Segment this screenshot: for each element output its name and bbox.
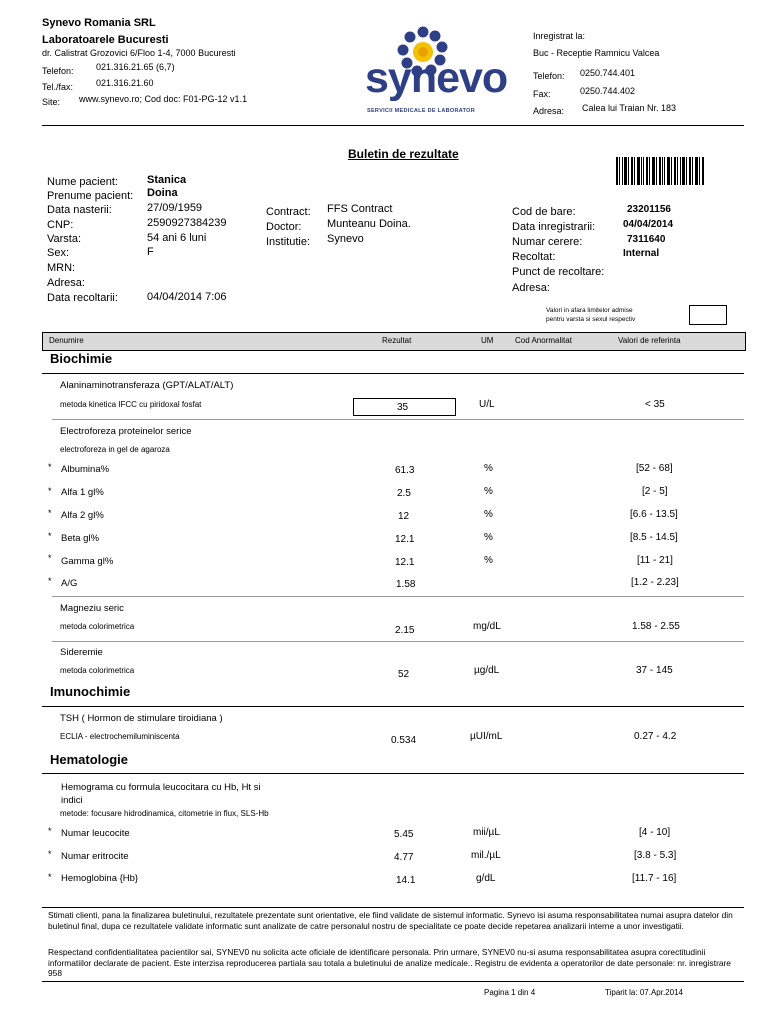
page-title: Buletin de rezultate	[348, 147, 459, 161]
result-tsh: 0.534	[391, 735, 417, 746]
col-um: UM	[481, 336, 494, 345]
um-alat: U/L	[479, 399, 495, 410]
col-name: Denumire	[49, 336, 84, 345]
col-result: Rezultat	[382, 336, 412, 345]
label-sex: Sex:	[47, 247, 70, 259]
reg-date-value: 04/04/2014	[623, 219, 674, 230]
ref-magneziu: 1.58 - 2.55	[632, 621, 680, 632]
result-leucocite: 5.45	[394, 829, 414, 840]
um-magneziu: mg/dL	[473, 621, 501, 632]
result-alat: 35	[397, 402, 409, 413]
ref-eritrocite: [3.8 - 5.3]	[634, 850, 677, 861]
institution-value: Synevo	[327, 233, 364, 245]
label-first-name: Prenume pacient:	[47, 190, 134, 202]
doctor-value: Munteanu Doina.	[327, 218, 411, 230]
registered-title: Inregistrat la:	[533, 31, 586, 41]
ref-alat: < 35	[645, 399, 665, 410]
label-age: Varsta:	[47, 233, 82, 245]
result-alfa1: 2.5	[397, 488, 411, 499]
registered-address: Calea lui Traian Nr. 183	[582, 103, 677, 113]
patient-birth-date: 27/09/1959	[147, 202, 203, 214]
ref-alfa1: [2 - 5]	[642, 486, 668, 497]
label-request: Numar cerere:	[512, 236, 583, 248]
ref-gamma: [11 - 21]	[637, 555, 673, 566]
footer-confidentiality: Respectand confidentialitatea pacientilor sai, SYNEV0 nu solicita acte oficiale de identificare personala. Prin urmare, SYNEV0 nu-si asuma responsabilitatea asupra corectitudinii informatiilor declarate de pacient. Este interzisa reproducerea partiala sau totala a buletinului de analize medicale.. Registru de evidenta a operatorilor de date personale: nr. inregistrare 958	[48, 947, 731, 979]
method-magneziu: metoda colorimetrica	[60, 622, 135, 631]
um-albumina: %	[484, 463, 493, 474]
test-alfa2: Alfa 2 gl%	[61, 510, 104, 521]
um-alfa1: %	[484, 486, 493, 497]
section-divider	[42, 773, 744, 774]
footer-divider	[42, 907, 744, 908]
label-barcode: Cod de bare:	[512, 206, 576, 218]
ref-leucocite: [4 - 10]	[639, 827, 671, 838]
test-electro: Electroforeza proteinelor serice	[60, 426, 192, 437]
request-value: 7311640	[627, 234, 666, 245]
um-alfa2: %	[484, 509, 493, 520]
col-ref: Valori de referinta	[618, 336, 681, 345]
test-sideremie: Sideremie	[60, 647, 103, 658]
um-eritrocite: mil./µL	[471, 850, 501, 861]
test-beta: Beta gl%	[61, 533, 100, 544]
star-marker: *	[48, 826, 52, 836]
label-institution: Institutie:	[266, 236, 311, 248]
star-marker: *	[48, 872, 52, 882]
um-sideremie: µg/dL	[474, 665, 500, 676]
ref-beta: [8.5 - 14.5]	[630, 532, 678, 543]
test-magneziu: Magneziu seric	[60, 603, 124, 614]
test-hemograma: Hemograma cu formula leucocitara cu Hb, Ht si	[61, 782, 261, 793]
ref-albumina: [52 - 68]	[636, 463, 673, 474]
row-divider	[52, 641, 744, 642]
registered-fax-label: Fax:	[533, 89, 551, 99]
collected-value: Internal	[623, 248, 660, 259]
result-eritrocite: 4.77	[394, 852, 414, 863]
result-hemoglobina: 14.1	[396, 875, 416, 886]
star-marker: *	[48, 462, 52, 472]
row-divider	[52, 419, 744, 420]
label-collection-date: Data recoltarii:	[47, 292, 118, 304]
label-collected: Recoltat:	[512, 251, 556, 263]
test-gamma: Gamma gl%	[61, 556, 114, 567]
patient-collection-date: 04/04/2014 7:06	[147, 291, 227, 303]
um-hemoglobina: g/dL	[476, 873, 496, 884]
barcode-icon	[616, 157, 704, 185]
label-reg-date: Data inregistrarii:	[512, 221, 596, 233]
star-marker: *	[48, 486, 52, 496]
registered-phone-label: Telefon:	[533, 71, 565, 81]
method-alat: metoda kinetica IFCC cu piridoxal fosfat	[60, 400, 202, 409]
method-tsh: ECLIA - electrochemiluminiscenta	[60, 732, 180, 741]
contract-value: FFS Contract	[327, 203, 393, 215]
label-order-address: Adresa:	[512, 282, 550, 294]
col-code: Cod Anormalitat	[515, 336, 572, 345]
lab-fax-label: Tel./fax:	[42, 82, 74, 92]
lab-unit: Laboratoarele Bucuresti	[42, 34, 169, 46]
ref-alfa2: [6.6 - 13.5]	[630, 509, 678, 520]
star-marker: *	[48, 849, 52, 859]
page-number: Pagina 1 din 4	[484, 988, 536, 997]
ref-ag: [1.2 - 2.23]	[631, 577, 679, 588]
section-hematologie: Hematologie	[50, 752, 129, 767]
test-hemoglobina: Hemoglobina {Hb}	[61, 873, 139, 884]
lab-phone: 021.316.21.65 (6,7)	[96, 62, 175, 72]
patient-sex: F	[147, 246, 154, 258]
registered-fax: 0250.744.402	[580, 86, 636, 96]
registered-address-label: Adresa:	[533, 106, 565, 116]
ref-tsh: 0.27 - 4.2	[634, 731, 677, 742]
synevo-logo-text: synevo	[365, 54, 508, 102]
test-alat: Alaninaminotransferaza (GPT/ALAT/ALT)	[60, 380, 234, 391]
lab-site: www.synevo.ro; Cod doc: F01-PG-12 v1.1	[79, 94, 248, 104]
test-hemograma-cont: indici	[61, 795, 83, 806]
label-last-name: Nume pacient:	[47, 176, 118, 188]
test-albumina: Albumina%	[61, 464, 110, 475]
um-leucocite: mii/µL	[473, 827, 500, 838]
result-ag: 1.58	[396, 579, 416, 590]
patient-last-name: Stanica	[147, 174, 187, 186]
method-electro: electroforeza in gel de agaroza	[60, 445, 170, 454]
star-marker: *	[48, 508, 52, 518]
ref-sideremie: 37 - 145	[636, 665, 673, 676]
ref-hemoglobina: [11.7 - 16]	[632, 873, 677, 884]
section-biochimie: Biochimie	[50, 351, 113, 366]
method-hemograma: metode: focusare hidrodinamica, citometrie in flux, SLS-Hb	[60, 809, 269, 818]
synevo-logo-tagline: SERVICII MEDICALE DE LABORATOR	[367, 108, 476, 114]
um-tsh: µUI/mL	[470, 731, 503, 742]
result-alfa2: 12	[398, 511, 410, 522]
result-albumina: 61.3	[395, 465, 415, 476]
label-mrn: MRN:	[47, 262, 76, 274]
lab-address: dr. Calistrat Grozovici 6/Floo 1-4, 7000 Bucuresti	[42, 48, 236, 58]
lab-fax: 021.316.21.60	[96, 78, 154, 88]
method-sideremie: metoda colorimetrica	[60, 666, 135, 675]
patient-age: 54 ani 6 luni	[147, 232, 207, 244]
result-gamma: 12.1	[395, 557, 415, 568]
legend-line2: pentru varsta si sexul respectiv	[546, 316, 636, 323]
result-sideremie: 52	[398, 669, 410, 680]
barcode-value: 23201156	[627, 204, 671, 215]
section-imunochimie: Imunochimie	[50, 684, 131, 699]
result-beta: 12.1	[395, 534, 415, 545]
um-beta: %	[484, 532, 493, 543]
lab-company: Synevo Romania SRL	[42, 17, 156, 29]
star-marker: *	[48, 576, 52, 586]
patient-first-name: Doina	[147, 187, 178, 199]
section-divider	[42, 373, 744, 374]
test-leucocite: Numar leucocite	[61, 828, 130, 839]
label-cnp: CNP:	[47, 219, 74, 231]
label-contract: Contract:	[266, 206, 311, 218]
star-marker: *	[48, 531, 52, 541]
registered-phone: 0250.744.401	[580, 68, 636, 78]
label-collection-point: Punct de recoltare:	[512, 266, 605, 278]
label-birth-date: Data nasterii:	[47, 204, 112, 216]
print-date: Tiparit la: 07.Apr.2014	[605, 988, 683, 997]
section-divider	[42, 706, 744, 707]
lab-site-label: Site:	[42, 97, 61, 107]
test-alfa1: Alfa 1 gl%	[61, 487, 104, 498]
footer-disclaimer: Stimati clienti, pana la finalizarea buletinului, rezultatele prezentate sunt orientative, ele fiind validate de sistemul informatic. Synevo isi asuma responsabilitatea numai asupra datelor din buletinul final, dupa ce rezultatele validate informatic sunt analizate de catre personalul nostru de specialitate ce poate decide repetarea analizarii interne a unor investigatii.	[48, 910, 733, 931]
footer-bottom-divider	[42, 981, 744, 982]
header-divider	[42, 125, 744, 126]
label-address: Adresa:	[47, 277, 85, 289]
lab-phone-label: Telefon:	[42, 66, 74, 76]
test-tsh: TSH ( Hormon de stimulare tiroidiana )	[60, 713, 223, 724]
star-marker: *	[48, 553, 52, 563]
row-divider	[52, 596, 744, 597]
legend-line1: Valori in afara limitelor admise	[546, 307, 633, 314]
test-ag: A/G	[61, 578, 78, 589]
registered-location: Buc - Receptie Ramnicu Valcea	[533, 48, 660, 58]
label-doctor: Doctor:	[266, 221, 302, 233]
result-magneziu: 2.15	[395, 625, 415, 636]
patient-cnp: 2590927384239	[147, 217, 227, 229]
test-eritrocite: Numar eritrocite	[61, 851, 129, 862]
legend-box	[689, 305, 727, 325]
um-gamma: %	[484, 555, 493, 566]
